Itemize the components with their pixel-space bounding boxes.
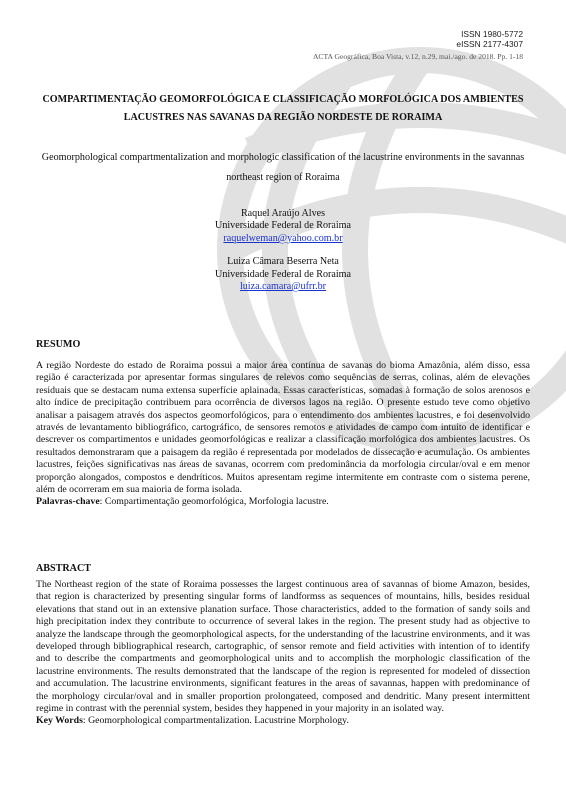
article-subtitle-english: Geomorphological compartmentalization and morphologic classification of the lacustrine environments in the savannas northeast region of Roraima bbox=[41, 152, 525, 183]
journal-citation: ACTA Geográfica, Boa Vista, v.12, n.29, mai./ago. de 2018. Pp. 1-18 bbox=[312, 52, 523, 61]
author-affiliation: Universidade Federal de Roraima bbox=[215, 220, 351, 232]
resumo-heading: RESUMO bbox=[36, 339, 81, 350]
resumo-body: A região Nordeste do estado de Roraima possui a maior área contínua de savanas do bioma Amazônia, além disso, essa região é caracterizada por apresentar formas singulares de relevos como sequências de serras, colinas, além de elevações residuais que se destacam numa extensa superfície aplainada. Essas características, somadas à formação de solos arenosos e alto índice de precipitação contribuem para ocorrência de diversos lagos na região. O presente estudo teve como objetivo analisar a paisagem através dos aspectos geomorfológicos, para o entendimento dos ambientes lacustres, e foi desenvolvido através de levantamento bibliográfico, cartográfico, de sensores remotos e atividades de campo com intuito de identificar e descrever os compartimentos e unidades geomorfológicas e realizar a classificação morfológica dos ambientes lacustres. Os resultados demonstraram que a paisagem da região é representada por modelados de dissecação e acumulação. Os ambientes lacustres, feições significativas nas áreas de savanas, ocorrem com predominância da morfologia circular/oval e em menor proporção alongados, compostos e dendríticos. Muitos apresentam regime intermitente em contraste com o sistema perene, além de ocorreram em sua maioria de forma isolada. bbox=[36, 360, 530, 496]
author-block bbox=[36, 256, 530, 293]
palavras-chave-label: Palavras-chave bbox=[36, 496, 100, 508]
author-name: Luiza Câmara Beserra Neta bbox=[227, 256, 339, 268]
author-name: Raquel Araújo Alves bbox=[240, 208, 326, 219]
eissn-text: eISSN 2177-4307 bbox=[456, 39, 523, 49]
key-words-text: : Geomorphological compartmentalization. Lacustrine Morphology. bbox=[82, 715, 349, 727]
abstract-body: The Northeast region of the state of Roraima possesses the largest continuous area of savannas of biome Amazon, besides, that region is characterized by presenting singular forms of landformss as sequences of mountains, hills, besides residual elevations that stand out in an extensive planation surface. Those characteristics, added to the formation of sandy soils and high precipitation index they contribute to occurrence of several lakes in the region. The present study had as objective to analyze the landscape through the geomorphological aspects, for the understanding of the lacustrine environments, and it was developed through bibliographical research, cartographic, of sensor remote and field activities with intention of to identify and to describe the compartments and geomorphological units and to accomplish the morphologic classification of the lacustrine environments. The results demonstrated that the landscape of the region is represented for modeled of dissection and accumulation. The lacustrine environments, significant features in the areas of savannas, happen with predominance of the morphology circular/oval and in smaller proportion prolongateed, composed and dendritic. Many present intermittent regime in contrast with the perennial system, besides they happened in your majority in an isolated way. bbox=[36, 579, 530, 715]
resumo-section bbox=[36, 360, 530, 509]
author-block bbox=[36, 208, 530, 245]
article-title: COMPARTIMENTAÇÃO GEOMORFOLÓGICA E CLASSIFICAÇÃO MORFOLÓGICA DOS AMBIENTES LACUSTRES NAS SAVANAS DA REGIÃO NORDESTE DE RORAIMA bbox=[42, 94, 524, 123]
key-words-label: Key Words bbox=[36, 715, 83, 727]
author-affiliation: Universidade Federal de Roraima bbox=[215, 268, 351, 280]
issn-text: ISSN 1980-5772 bbox=[461, 29, 523, 39]
abstract-heading: ABSTRACT bbox=[36, 563, 91, 574]
author-email-link[interactable]: luiza.camara@ufrr.br bbox=[239, 281, 327, 293]
author-list bbox=[36, 208, 530, 304]
issn-block bbox=[456, 29, 523, 49]
abstract-section bbox=[36, 579, 530, 728]
palavras-chave-text: : Compartimentação geomorfológica, Morfologia lacustre. bbox=[99, 496, 329, 508]
author-email-link[interactable]: raquelweman@yahoo.com.br bbox=[223, 232, 343, 244]
